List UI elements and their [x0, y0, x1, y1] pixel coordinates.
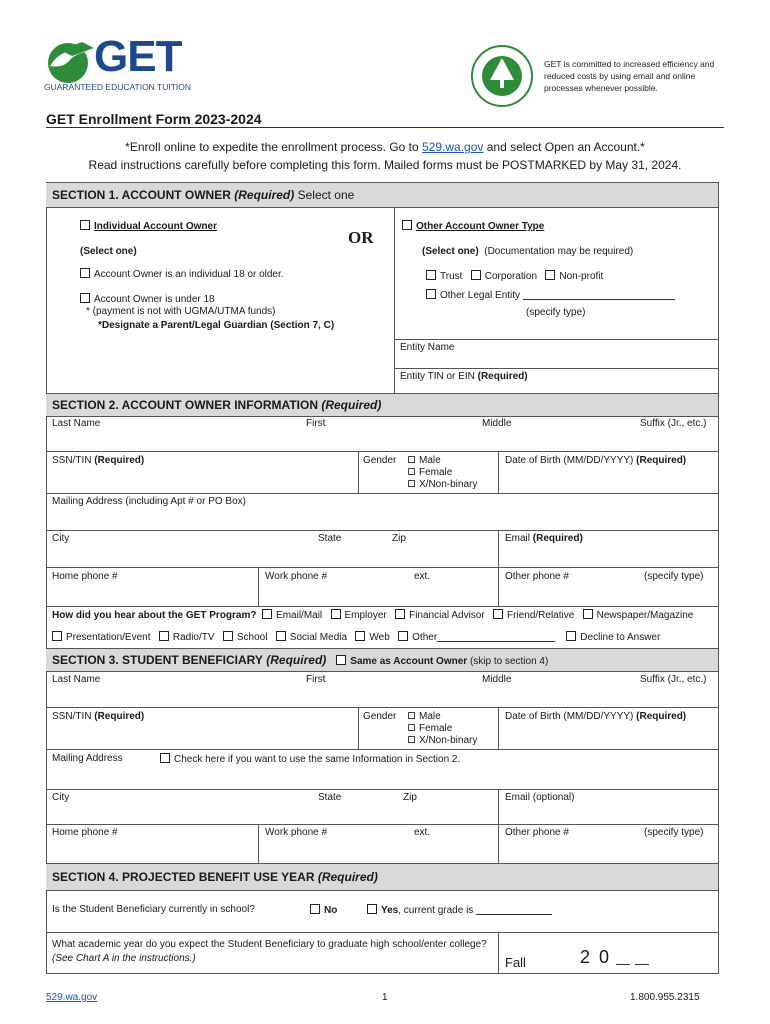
graduation-cap-logo-icon: [42, 36, 102, 86]
or-label: OR: [348, 228, 374, 247]
year-digit-4[interactable]: [635, 964, 649, 965]
under-18-note: * (payment is not with UGMA/UTMA funds): [86, 306, 276, 317]
s2-home-phone-field[interactable]: Home phone #: [52, 571, 118, 582]
logo-subtitle: GUARANTEED EDUCATION TUITION: [44, 82, 192, 92]
s2-suffix-field[interactable]: Suffix (Jr., etc.): [640, 418, 707, 429]
fall-label: Fall: [505, 955, 526, 970]
graduation-year-field[interactable]: [580, 947, 649, 968]
hear-other[interactable]: Other: [398, 632, 555, 643]
s2-mailing-field[interactable]: Mailing Address (including Apt # or PO Box): [52, 496, 246, 507]
s3-specify-type: (specify type): [644, 827, 704, 838]
other-legal-entity-option[interactable]: Other Legal Entity: [426, 289, 675, 301]
hear-social[interactable]: Social Media: [276, 632, 347, 643]
individual-owner-checkbox[interactable]: [80, 220, 90, 230]
s3-female-checkbox[interactable]: [408, 724, 415, 731]
s2-last-name-field[interactable]: Last Name: [52, 418, 101, 429]
hear-decline-checkbox[interactable]: [566, 631, 576, 641]
in-school-yes[interactable]: Yes, current grade is: [367, 904, 552, 916]
hear-other-checkbox[interactable]: [398, 631, 408, 641]
s3-gender-nonbinary[interactable]: X/Non-binary: [408, 735, 477, 746]
hear-email[interactable]: Email/Mail: [262, 610, 322, 621]
individual-owner-option[interactable]: Individual Account Owner: [80, 220, 217, 232]
in-school-question: Is the Student Beneficiary currently in school?: [52, 904, 255, 915]
corporation-option[interactable]: Corporation: [471, 271, 537, 282]
s2-state-field[interactable]: State: [318, 533, 342, 544]
nonprofit-checkbox[interactable]: [545, 270, 555, 280]
designate-note: *Designate a Parent/Legal Guardian (Section 7, C): [98, 320, 335, 331]
trust-checkbox[interactable]: [426, 270, 436, 280]
s3-check-same-checkbox[interactable]: [160, 753, 170, 763]
hear-school-checkbox[interactable]: [223, 631, 233, 641]
hear-email-checkbox[interactable]: [262, 609, 272, 619]
s3-state-field[interactable]: State: [318, 792, 342, 803]
s3-email-field[interactable]: Email (optional): [505, 792, 575, 803]
s2-male-checkbox[interactable]: [408, 456, 415, 463]
other-owner-option[interactable]: Other Account Owner Type: [402, 220, 544, 232]
s2-gender-male[interactable]: Male: [408, 455, 441, 466]
hear-employer-checkbox[interactable]: [331, 609, 341, 619]
opt-18-or-older[interactable]: Account Owner is an individual 18 or older.: [80, 268, 284, 280]
same-as-owner-option[interactable]: Same as Account Owner (skip to section 4): [336, 656, 548, 667]
s3-home-phone-field[interactable]: Home phone #: [52, 827, 118, 838]
entity-tin-field[interactable]: Entity TIN or EIN (Required): [400, 371, 528, 382]
s2-email-field[interactable]: Email (Required): [505, 533, 583, 544]
s2-work-phone-field[interactable]: Work phone #: [265, 571, 328, 582]
in-school-yes-checkbox[interactable]: [367, 904, 377, 914]
s2-first-field[interactable]: First: [306, 418, 326, 429]
s3-work-phone-field[interactable]: Work phone #: [265, 827, 328, 838]
corporation-checkbox[interactable]: [471, 270, 481, 280]
s3-dob-field[interactable]: Date of Birth (MM/DD/YYYY) (Required): [505, 711, 687, 722]
chart-note: (See Chart A in the instructions.): [52, 953, 196, 964]
how-hear-row-2: [52, 631, 660, 643]
hear-friend-checkbox[interactable]: [493, 609, 503, 619]
opt-under-18[interactable]: Account Owner is under 18: [80, 293, 215, 305]
eco-note: GET is committed to increased efficiency and reduced costs by using email and online processes whenever possible.: [544, 59, 715, 93]
hear-advisor[interactable]: Financial Advisor: [395, 610, 485, 621]
year-prefix: 2 0: [580, 947, 612, 967]
s2-dob-field[interactable]: Date of Birth (MM/DD/YYYY) (Required): [505, 455, 687, 466]
opt-under18-checkbox[interactable]: [80, 293, 90, 303]
current-grade-input[interactable]: [476, 914, 552, 915]
s2-ext-field[interactable]: ext.: [414, 571, 431, 582]
graduation-question: What academic year do you expect the Student Beneficiary to graduate high school/enter college?: [52, 939, 487, 950]
form-title: GET Enrollment Form 2023-2024: [46, 111, 262, 127]
intro-link[interactable]: 529.wa.gov: [422, 140, 484, 154]
hear-employer[interactable]: Employer: [331, 610, 387, 621]
s3-male-checkbox[interactable]: [408, 712, 415, 719]
hear-other-input[interactable]: [437, 641, 555, 642]
go-paperless-seal: [470, 44, 534, 108]
hear-presentation-checkbox[interactable]: [52, 631, 62, 641]
s2-other-phone-field[interactable]: Other phone #: [505, 571, 569, 582]
section4-header: SECTION 4. PROJECTED BENEFIT USE YEAR (Required): [46, 864, 718, 890]
s3-gender-male[interactable]: Male: [408, 711, 441, 722]
hear-web-checkbox[interactable]: [355, 631, 365, 641]
other-owner-checkbox[interactable]: [402, 220, 412, 230]
s3-last-name-field[interactable]: Last Name: [52, 674, 101, 685]
select-one-right: (Select one) (Documentation may be required): [422, 246, 634, 257]
s2-nonbinary-checkbox[interactable]: [408, 480, 415, 487]
s3-nonbinary-checkbox[interactable]: [408, 736, 415, 743]
s2-ssn-field[interactable]: SSN/TIN (Required): [52, 455, 145, 466]
s2-gender-label: Gender: [363, 455, 397, 466]
s2-gender-female[interactable]: Female: [408, 467, 452, 478]
page-number: 1: [382, 992, 388, 1003]
hear-web[interactable]: Web: [355, 632, 389, 643]
footer-phone: 1.800.955.2315: [630, 992, 700, 1003]
trust-option[interactable]: Trust: [426, 271, 462, 282]
get-logo: [42, 32, 202, 96]
s3-ext-field[interactable]: ext.: [414, 827, 431, 838]
s3-first-field[interactable]: First: [306, 674, 326, 685]
select-one-left: (Select one): [80, 246, 137, 257]
entity-name-field[interactable]: Entity Name: [400, 342, 455, 353]
s2-middle-field[interactable]: Middle: [482, 418, 512, 429]
s3-other-phone-field[interactable]: Other phone #: [505, 827, 569, 838]
other-legal-input[interactable]: [523, 299, 675, 300]
s3-mailing-field[interactable]: Mailing Address: [52, 753, 123, 764]
footer-url[interactable]: 529.wa.gov: [46, 992, 98, 1003]
hear-news[interactable]: Newspaper/Magazine: [583, 610, 694, 621]
opt-18-checkbox[interactable]: [80, 268, 90, 278]
section1-header: SECTION 1. ACCOUNT OWNER (Required) Select one: [46, 183, 718, 207]
other-legal-checkbox[interactable]: [426, 289, 436, 299]
hear-news-checkbox[interactable]: [583, 609, 593, 619]
hear-presentation[interactable]: Presentation/Event: [52, 632, 151, 643]
s2-female-checkbox[interactable]: [408, 468, 415, 475]
in-school-no[interactable]: No: [310, 904, 337, 916]
specify-type-note: (specify type): [526, 307, 586, 318]
s3-suffix-field[interactable]: Suffix (Jr., etc.): [640, 674, 707, 685]
section2-header: SECTION 2. ACCOUNT OWNER INFORMATION (Required): [46, 394, 718, 416]
s3-city-field[interactable]: City: [52, 792, 70, 803]
s2-zip-field[interactable]: Zip: [392, 533, 406, 544]
s3-middle-field[interactable]: Middle: [482, 674, 512, 685]
s2-city-field[interactable]: City: [52, 533, 70, 544]
hear-radio-checkbox[interactable]: [159, 631, 169, 641]
intro-line-2: Read instructions carefully before completing this form. Mailed forms must be POSTMARKED by May 31, 2024.: [88, 158, 682, 172]
how-hear-row-1: How did you hear about the GET Program? Email/Mail Employer Financial Advisor Friend/Relative Newspaper/Magazine: [52, 610, 694, 621]
hear-friend[interactable]: Friend/Relative: [493, 610, 574, 621]
s2-gender-nonbinary[interactable]: X/Non-binary: [408, 479, 477, 490]
in-school-no-checkbox[interactable]: [310, 904, 320, 914]
hear-social-checkbox[interactable]: [276, 631, 286, 641]
section3-header: SECTION 3. STUDENT BENEFICIARY (Required) Same as Account Owner (skip to section 4): [46, 649, 718, 671]
hear-radio[interactable]: Radio/TV: [159, 632, 215, 643]
s3-gender-label: Gender: [363, 711, 397, 722]
logo-text: GET: [94, 32, 182, 81]
tree-seal-icon: [470, 44, 534, 108]
s3-zip-field[interactable]: Zip: [403, 792, 417, 803]
s3-check-same-option[interactable]: Check here if you want to use the same Information in Section 2.: [160, 753, 460, 765]
hear-decline[interactable]: Decline to Answer: [566, 632, 660, 643]
s2-specify-type: (specify type): [644, 571, 704, 582]
hear-school[interactable]: School: [223, 632, 268, 643]
year-digit-3[interactable]: [616, 964, 630, 965]
entity-type-options: [426, 270, 603, 282]
same-as-owner-checkbox[interactable]: [336, 655, 346, 665]
intro-line-1: *Enroll online to expedite the enrollment process. Go to 529.wa.gov and select Open an Account.*: [125, 140, 645, 154]
hear-advisor-checkbox[interactable]: [395, 609, 405, 619]
s3-ssn-field[interactable]: SSN/TIN (Required): [52, 711, 145, 722]
s3-gender-female[interactable]: Female: [408, 723, 452, 734]
nonprofit-option[interactable]: Non-profit: [545, 271, 603, 282]
